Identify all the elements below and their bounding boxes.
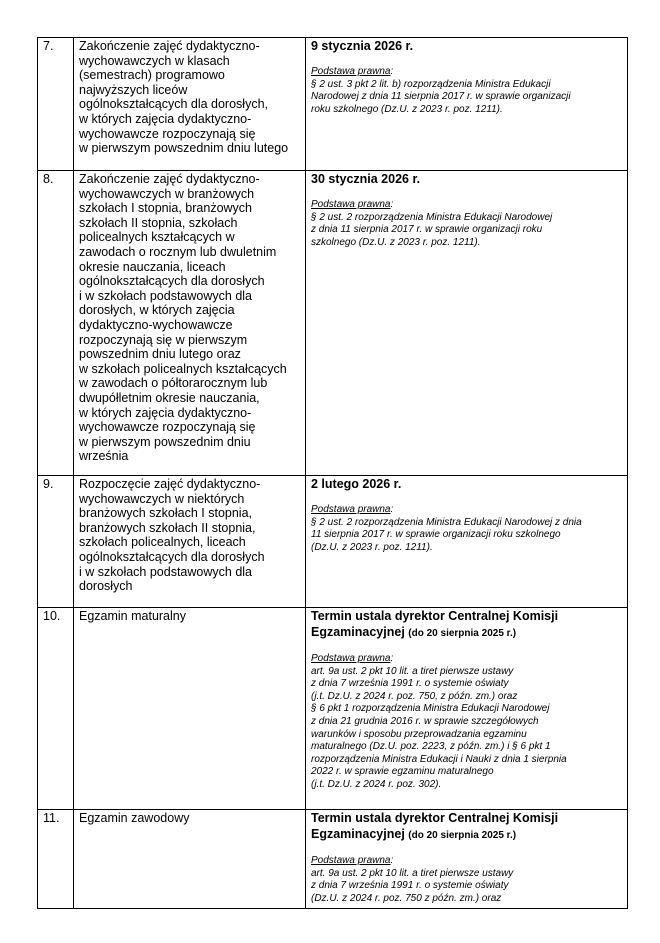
row-deadline-info <box>306 171 628 476</box>
subject-line: Zakończenie zajęć dydaktyczno- <box>79 39 260 53</box>
deadline-heading: Termin ustala dyrektor Centralnej Komisji <box>311 609 559 623</box>
legal-basis-line: art. 9a ust. 2 pkt 10 lit. a tiret pierwsze ustawy <box>311 665 514 677</box>
subject-line: Egzamin zawodowy <box>79 811 190 825</box>
subject-line: dorosłych, w których zajęcia <box>79 303 235 318</box>
legal-basis-line: § 2 ust. 2 rozporządzenia Ministra Edukacji Narodowej z dnia <box>311 516 582 528</box>
subject-line: wychowawczych w niektórych <box>79 491 245 506</box>
row-number: 11. <box>38 810 74 909</box>
legal-basis-line: 2022 r. w sprawie egzaminu maturalnego <box>311 766 494 778</box>
subject-line: rozpoczynają się w pierwszym <box>79 332 248 347</box>
deadline-note: (do 20 sierpnia 2025 r.) <box>408 627 517 639</box>
row-number: 9. <box>38 476 74 608</box>
legal-basis-label: Podstawa prawna: <box>311 855 394 866</box>
legal-basis-line: Narodowej z dnia 11 sierpnia 2017 r. w sprawie organizacji <box>311 91 571 103</box>
row-deadline-info <box>306 476 628 608</box>
row-number: 8. <box>38 171 74 476</box>
row-deadline-info <box>306 810 628 909</box>
table-row <box>38 476 628 608</box>
legal-basis-line: (j.t. Dz.U. z 2024 r. poz. 750, z późn. zm.) oraz <box>311 690 518 702</box>
legal-basis-colon: : <box>390 199 394 210</box>
row-subject <box>74 608 306 810</box>
subject-line: dydaktyczno-wychowawcze <box>79 317 233 332</box>
legal-basis-line: z dnia 7 września 1991 r. o systemie oświaty <box>311 678 509 690</box>
legal-basis-label: Podstawa prawna: <box>311 199 394 210</box>
subject-line: i w szkołach podstawowych dla <box>79 288 252 303</box>
subject-line: wychowawcze rozpoczynają się <box>79 126 256 141</box>
legal-basis-line: (Dz.U. z 2023 r. poz. 1211). <box>311 541 433 553</box>
legal-basis-line: warunków i sposobu przeprowadzania egzaminu <box>311 728 527 740</box>
subject-line: ogólnokształcących dla dorosłych, <box>79 97 268 112</box>
subject-line: szkołach policealnych, liceach <box>79 535 246 550</box>
deadline-date: 9 stycznia 2026 r. <box>311 39 414 53</box>
deadline-heading: Termin ustala dyrektor Centralnej Komisji <box>311 811 559 825</box>
legal-basis-line: § 6 pkt 1 rozporządzenia Ministra Edukacji Narodowej <box>311 703 550 715</box>
row-subject <box>74 171 306 476</box>
legal-basis-line: z dnia 11 sierpnia 2017 r. w sprawie organizacji roku <box>311 224 543 236</box>
table-row <box>38 38 628 171</box>
legal-basis-label: Podstawa prawna: <box>311 66 394 77</box>
legal-basis-colon: : <box>390 653 394 664</box>
legal-basis-line: (j.t. Dz.U. z 2024 r. poz. 302). <box>311 778 442 790</box>
legal-basis-colon: : <box>390 66 394 77</box>
subject-line: Zakończenie zajęć dydaktyczno- <box>79 172 260 186</box>
legal-basis-colon: : <box>390 504 394 515</box>
subject-line: zawodach o rocznym lub dwuletnim <box>79 244 277 259</box>
row-subject <box>74 38 306 171</box>
legal-basis-line: rozporządzenia Ministra Edukacji i Nauki z dnia 1 sierpnia <box>311 753 567 765</box>
subject-line: Egzamin maturalny <box>79 609 186 623</box>
row-subject <box>74 476 306 608</box>
subject-line: szkołach I stopnia, branżowych <box>79 201 253 216</box>
legal-basis-line: roku szkolnego (Dz.U. z 2023 r. poz. 1211). <box>311 103 503 115</box>
table-row <box>38 810 628 909</box>
subject-line: policealnych kształcących w <box>79 230 235 245</box>
subject-line: wychowawczych w klasach <box>79 53 230 68</box>
subject-line: ogólnokształcących dla dorosłych <box>79 549 265 564</box>
legal-basis-line: maturalnego (Dz.U. poz. 2223, z późn. zm.) i § 6 pkt 1 <box>311 741 551 753</box>
subject-line: w których zajęcia dydaktyczno- <box>79 405 252 420</box>
subject-line: dorosłych <box>79 579 133 594</box>
legal-basis-line: (Dz.U. z 2024 r. poz. 750 z późn. zm.) oraz <box>311 892 502 904</box>
legal-basis-line: z dnia 7 września 1991 r. o systemie oświaty <box>311 880 509 892</box>
legal-basis-colon: : <box>390 855 394 866</box>
subject-line: wychowawcze rozpoczynają się <box>79 420 256 435</box>
row-number: 7. <box>38 38 74 171</box>
subject-line: powszednim dniu lutego oraz <box>79 347 241 362</box>
table-row <box>38 171 628 476</box>
subject-line: wychowawczych w branżowych <box>79 186 255 201</box>
subject-line: okresie nauczania, liceach <box>79 259 226 274</box>
deadline-heading: Egzaminacyjnej (do 20 sierpnia 2025 r.) <box>311 624 517 639</box>
row-deadline-info <box>306 38 628 171</box>
legal-basis-line: 11 sierpnia 2017 r. w sprawie organizacji roku szkolnego <box>311 529 561 541</box>
legal-basis-line: § 2 ust. 3 pkt 2 lit. b) rozporządzenia Ministra Edukacji <box>311 78 551 90</box>
legal-basis-line: szkolnego (Dz.U. z 2023 r. poz. 1211). <box>311 236 481 248</box>
subject-line: dwupółletnim okresie nauczania, <box>79 390 260 405</box>
deadline-date: 2 lutego 2026 r. <box>311 477 402 491</box>
legal-basis-label: Podstawa prawna: <box>311 504 394 515</box>
subject-line: Rozpoczęcie zajęć dydaktyczno- <box>79 477 261 491</box>
row-subject <box>74 810 306 909</box>
subject-line: w których zajęcia dydaktyczno- <box>79 111 252 126</box>
subject-line: września <box>79 449 129 464</box>
deadline-note: (do 20 sierpnia 2025 r.) <box>408 829 517 841</box>
table-row <box>38 608 628 810</box>
subject-line: i w szkołach podstawowych dla <box>79 564 252 579</box>
subject-line: w pierwszym powszednim dniu <box>79 434 251 449</box>
deadline-heading: Egzaminacyjnej (do 20 sierpnia 2025 r.) <box>311 826 517 841</box>
legal-basis-line: z dnia 21 grudnia 2016 r. w sprawie szczegółowych <box>311 715 539 727</box>
deadline-date: 30 stycznia 2026 r. <box>311 172 421 186</box>
subject-line: branżowych szkołach I stopnia, <box>79 506 253 521</box>
subject-line: ogólnokształcących dla dorosłych <box>79 274 265 289</box>
row-deadline-info <box>306 608 628 810</box>
legal-basis-label: Podstawa prawna: <box>311 653 394 664</box>
subject-line: najwyższych liceów <box>79 82 188 97</box>
subject-line: w pierwszym powszednim dniu lutego <box>79 141 289 156</box>
subject-line: w zawodach o półtorarocznym lub <box>79 376 268 391</box>
subject-line: (semestrach) programowo <box>79 68 225 83</box>
subject-line: branżowych szkołach II stopnia, <box>79 520 256 535</box>
legal-basis-line: § 2 ust. 2 rozporządzenia Ministra Edukacji Narodowej <box>311 211 553 223</box>
school-year-schedule-table <box>37 37 628 909</box>
legal-basis-line: art. 9a ust. 2 pkt 10 lit. a tiret pierwsze ustawy <box>311 867 514 879</box>
subject-line: w szkołach policealnych kształcących <box>79 361 287 376</box>
row-number: 10. <box>38 608 74 810</box>
subject-line: szkołach II stopnia, szkołach <box>79 215 238 230</box>
